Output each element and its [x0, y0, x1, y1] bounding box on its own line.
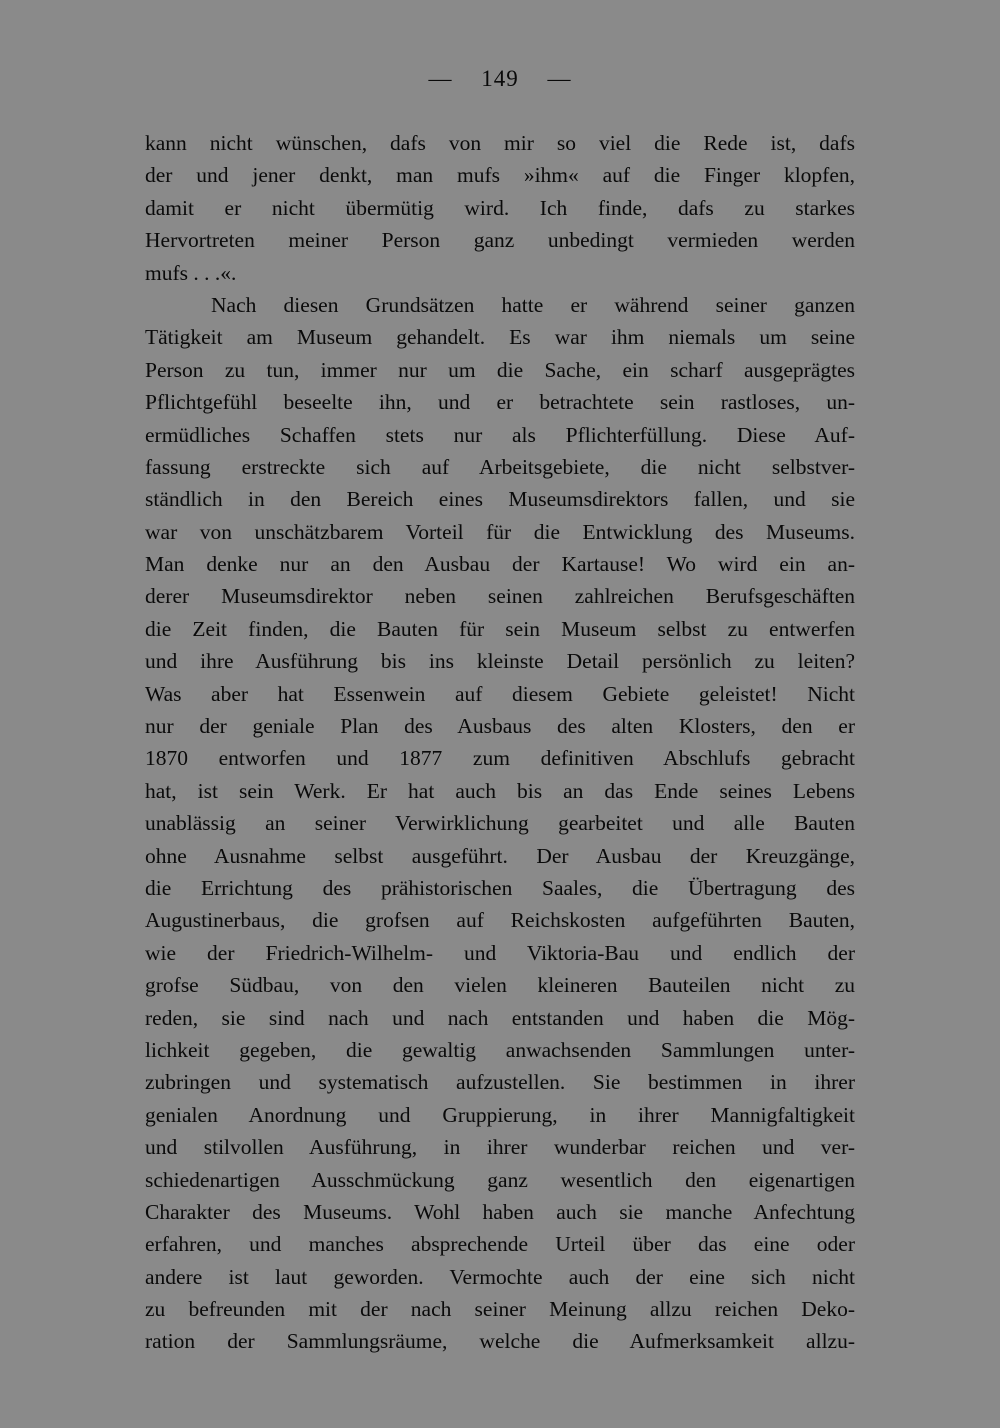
text-line: nur der geniale Plan des Ausbaus des alten Klosters, den er — [145, 714, 855, 739]
text-line: reden, sie sind nach und nach entstanden und haben die Mög- — [145, 1005, 855, 1030]
text-line: fassung erstreckte sich auf Arbeitsgebiete, die nicht selbstver- — [145, 454, 855, 479]
text-line: ration der Sammlungsräume, welche die Aufmerksamkeit allzu- — [145, 1329, 855, 1354]
text-line: Pflichtgefühl beseelte ihn, und er betrachtete sein rastloses, un- — [145, 390, 855, 415]
text-line: Was aber hat Essenwein auf diesem Gebiete geleistet! Nicht — [145, 681, 855, 706]
text-line: ohne Ausnahme selbst ausgeführt. Der Ausbau der Kreuzgänge, — [145, 843, 855, 868]
text-line: zu befreunden mit der nach seiner Meinung allzu reichen Deko- — [145, 1297, 855, 1322]
text-line: ermüdliches Schaffen stets nur als Pflichterfüllung. Diese Auf- — [145, 422, 855, 447]
page-number: — 149 — — [428, 66, 572, 91]
text-line: wie der Friedrich-Wilhelm- und Viktoria-Bau und endlich der — [145, 940, 855, 965]
text-line: der und jener denkt, man mufs »ihm« auf die Finger klopfen, — [145, 163, 855, 188]
text-line: Man denke nur an den Ausbau der Kartause! Wo wird ein an- — [145, 552, 855, 577]
text-line: Charakter des Museums. Wohl haben auch sie manche Anfechtung — [145, 1199, 855, 1224]
text-line: hat, ist sein Werk. Er hat auch bis an das Ende seines Lebens — [145, 778, 855, 803]
text-line: war von unschätzbarem Vorteil für die Entwicklung des Museums. — [145, 519, 855, 544]
text-line: genialen Anordnung und Gruppierung, in ihrer Mannigfaltigkeit — [145, 1102, 855, 1127]
text-line: und ihre Ausführung bis ins kleinste Detail persönlich zu leiten? — [145, 649, 855, 674]
body-text — [145, 127, 855, 1358]
text-line: zubringen und systematisch aufzustellen. Sie bestimmen in ihrer — [145, 1070, 855, 1095]
text-line: Augustinerbaus, die grofsen auf Reichskosten aufgeführten Bauten, — [145, 908, 855, 933]
text-line: kann nicht wünschen, dafs von mir so viel die Rede ist, dafs — [145, 131, 855, 155]
text-line: derer Museumsdirektor neben seinen zahlreichen Berufsgeschäften — [145, 584, 855, 609]
text-line: grofse Südbau, von den vielen kleineren Bauteilen nicht zu — [145, 973, 855, 998]
text-line: die Errichtung des prähistorischen Saales, die Übertragung des — [145, 875, 855, 900]
text-line: die Zeit finden, die Bauten für sein Museum selbst zu entwerfen — [145, 616, 855, 641]
text-line: mufs . . .«. — [145, 260, 237, 285]
text-line: Person zu tun, immer nur um die Sache, ein scharf ausgeprägtes — [145, 357, 855, 382]
text-line: Nach diesen Grundsätzen hatte er während seiner ganzen — [211, 292, 855, 317]
text-line: andere ist laut geworden. Vermochte auch der eine sich nicht — [145, 1264, 855, 1289]
text-line: ständlich in den Bereich eines Museumsdirektors fallen, und sie — [145, 487, 855, 512]
text-line: 1870 entworfen und 1877 zum definitiven Abschlufs gebracht — [145, 746, 855, 771]
text-line: erfahren, und manches absprechende Urteil über das eine oder — [145, 1232, 855, 1257]
text-line: Hervortreten meiner Person ganz unbedingt vermieden werden — [145, 228, 855, 253]
text-line: Tätigkeit am Museum gehandelt. Es war ihm niemals um seine — [145, 325, 855, 350]
text-line: lichkeit gegeben, die gewaltig anwachsenden Sammlungen unter- — [145, 1037, 855, 1062]
text-line: unablässig an seiner Verwirklichung gearbeitet und alle Bauten — [145, 811, 855, 836]
text-line: schiedenartigen Ausschmückung ganz wesentlich den eigenartigen — [145, 1167, 855, 1192]
text-line: und stilvollen Ausführung, in ihrer wunderbar reichen und ver- — [145, 1135, 855, 1160]
text-line: damit er nicht übermütig wird. Ich finde, dafs zu starkes — [145, 195, 855, 220]
